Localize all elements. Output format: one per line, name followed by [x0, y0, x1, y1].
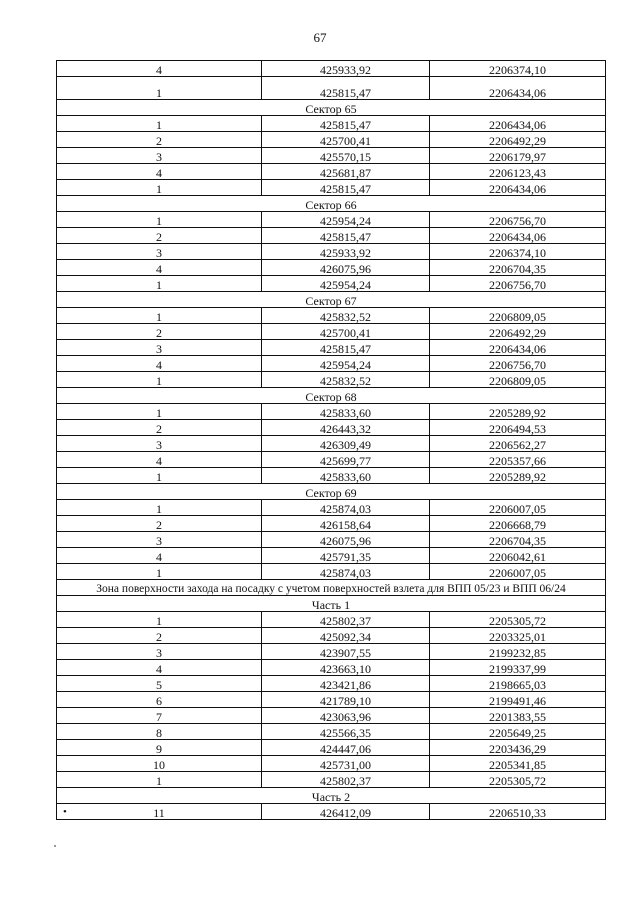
x-coordinate-cell: 425933,92	[262, 61, 430, 77]
y-coordinate-cell: 2205649,25	[430, 724, 606, 740]
point-number-cell	[57, 116, 262, 132]
point-number: 9	[156, 742, 162, 756]
x-coordinate-cell: 425954,24	[262, 356, 430, 372]
point-number: 1	[156, 470, 162, 484]
x-coordinate-cell: 426075,96	[262, 260, 430, 276]
point-number-cell	[57, 452, 262, 468]
point-number: 7	[156, 710, 162, 724]
table-row	[57, 772, 606, 788]
stray-mark	[54, 845, 56, 847]
point-number-cell	[57, 500, 262, 516]
x-coordinate-cell: 425954,24	[262, 212, 430, 228]
x-coordinate-cell: 425815,47	[262, 340, 430, 356]
y-coordinate-cell: 2206494,53	[430, 420, 606, 436]
x-coordinate-cell: 425815,47	[262, 180, 430, 196]
table-row	[57, 116, 606, 132]
point-number-cell	[57, 548, 262, 564]
point-number: 1	[156, 502, 162, 516]
x-coordinate-cell: 425954,24	[262, 276, 430, 292]
point-number: 4	[156, 358, 162, 372]
zone-header-row	[57, 580, 606, 596]
x-coordinate-cell: 423421,86	[262, 676, 430, 692]
point-number-cell	[57, 564, 262, 580]
y-coordinate-cell: 2206374,10	[430, 244, 606, 260]
y-coordinate-cell: 2205289,92	[430, 404, 606, 420]
x-coordinate-cell: 425833,60	[262, 404, 430, 420]
point-number: 2	[156, 134, 162, 148]
point-number: 3	[156, 150, 162, 164]
x-coordinate-cell: 425092,34	[262, 628, 430, 644]
x-coordinate-cell: 425815,47	[262, 116, 430, 132]
point-number-cell	[57, 436, 262, 452]
table-row	[57, 532, 606, 548]
point-number: 3	[156, 534, 162, 548]
point-number: 2	[156, 326, 162, 340]
point-number-cell	[57, 660, 262, 676]
table-row	[57, 740, 606, 756]
y-coordinate-cell: 2205357,66	[430, 452, 606, 468]
x-coordinate-cell: 425832,52	[262, 308, 430, 324]
table-row	[57, 516, 606, 532]
sector-header-row	[57, 484, 606, 500]
point-number-cell	[57, 228, 262, 244]
x-coordinate-cell: 426075,96	[262, 532, 430, 548]
point-number: 4	[156, 454, 162, 468]
table-row	[57, 228, 606, 244]
y-coordinate-cell: 2205289,92	[430, 468, 606, 484]
x-coordinate-cell: 425874,03	[262, 500, 430, 516]
x-coordinate-cell: 425832,52	[262, 372, 430, 388]
sector-title: Сектор 67	[57, 292, 606, 308]
table-row	[57, 548, 606, 564]
x-coordinate-cell: 421789,10	[262, 692, 430, 708]
y-coordinate-cell: 2206756,70	[430, 356, 606, 372]
point-number: 1	[156, 278, 162, 292]
point-number: 6	[156, 694, 162, 708]
y-coordinate-cell: 2206374,10	[430, 61, 606, 77]
x-coordinate-cell: 423663,10	[262, 660, 430, 676]
point-number-cell	[57, 724, 262, 740]
y-coordinate-cell: 2205305,72	[430, 772, 606, 788]
point-number-cell	[57, 612, 262, 628]
point-number: 8	[156, 726, 162, 740]
y-coordinate-cell: 2206809,05	[430, 308, 606, 324]
table-row	[57, 724, 606, 740]
y-coordinate-cell: 2205305,72	[430, 612, 606, 628]
x-coordinate-cell: 425700,41	[262, 324, 430, 340]
point-number-cell	[57, 244, 262, 260]
point-number: 1	[156, 614, 162, 628]
y-coordinate-cell: 2206668,79	[430, 516, 606, 532]
x-coordinate-cell: 425699,77	[262, 452, 430, 468]
sector-title: Сектор 68	[57, 388, 606, 404]
y-coordinate-cell: 2206492,29	[430, 324, 606, 340]
y-coordinate-cell: 2199232,85	[430, 644, 606, 660]
y-coordinate-cell: 2206042,61	[430, 548, 606, 564]
point-number: 1	[156, 566, 162, 580]
table-row	[57, 61, 606, 77]
y-coordinate-cell: 2206007,05	[430, 564, 606, 580]
x-coordinate-cell: 425681,87	[262, 164, 430, 180]
point-number: 5	[156, 678, 162, 692]
point-number: 1	[156, 214, 162, 228]
y-coordinate-cell: 2206756,70	[430, 276, 606, 292]
y-coordinate-cell: 2203325,01	[430, 628, 606, 644]
point-number-cell	[57, 516, 262, 532]
table-row	[57, 148, 606, 164]
table-row	[57, 340, 606, 356]
y-coordinate-cell: 2206434,06	[430, 77, 606, 100]
table-row	[57, 420, 606, 436]
table-row	[57, 564, 606, 580]
y-coordinate-cell: 2206123,43	[430, 164, 606, 180]
sector-header-row	[57, 292, 606, 308]
point-number-cell	[57, 468, 262, 484]
x-coordinate-cell: 426412,09	[262, 804, 430, 820]
point-number-cell	[57, 132, 262, 148]
point-number: 3	[156, 342, 162, 356]
point-number: 1	[156, 406, 162, 420]
y-coordinate-cell: 2206704,35	[430, 260, 606, 276]
coordinates-table-body	[57, 61, 606, 820]
x-coordinate-cell: 425791,35	[262, 548, 430, 564]
y-coordinate-cell: 2206179,97	[430, 148, 606, 164]
point-number-cell	[57, 372, 262, 388]
table-row	[57, 628, 606, 644]
point-number-cell	[57, 180, 262, 196]
sector-title: Часть 2	[57, 788, 606, 804]
y-coordinate-cell: 2206434,06	[430, 228, 606, 244]
point-number: 1	[156, 118, 162, 132]
point-number-cell	[57, 404, 262, 420]
point-number-cell	[57, 61, 262, 77]
point-number: 1	[156, 182, 162, 196]
y-coordinate-cell: 2201383,55	[430, 708, 606, 724]
table-row	[57, 436, 606, 452]
sector-title: Сектор 66	[57, 196, 606, 212]
point-number-cell	[57, 676, 262, 692]
point-number-cell	[57, 644, 262, 660]
point-number: 1	[156, 774, 162, 788]
table-row	[57, 804, 606, 820]
x-coordinate-cell: 425833,60	[262, 468, 430, 484]
point-number: 2	[156, 422, 162, 436]
point-number: 1	[156, 310, 162, 324]
point-number: 4	[156, 262, 162, 276]
table-row	[57, 468, 606, 484]
point-number: 1	[156, 374, 162, 388]
point-number-cell	[57, 308, 262, 324]
table-row	[57, 276, 606, 292]
point-number-cell	[57, 628, 262, 644]
sector-title: Сектор 65	[57, 100, 606, 116]
x-coordinate-cell: 425731,00	[262, 756, 430, 772]
point-number-cell	[57, 772, 262, 788]
point-number: 11	[153, 806, 165, 820]
table-row	[57, 676, 606, 692]
point-number-cell	[57, 164, 262, 180]
sector-title: Сектор 69	[57, 484, 606, 500]
x-coordinate-cell: 425874,03	[262, 564, 430, 580]
table-row	[57, 500, 606, 516]
y-coordinate-cell: 2199337,99	[430, 660, 606, 676]
bullet-mark: •	[63, 806, 67, 818]
x-coordinate-cell: 425815,47	[262, 77, 430, 100]
table-row	[57, 452, 606, 468]
table-row	[57, 404, 606, 420]
table-row	[57, 708, 606, 724]
point-number: 4	[156, 63, 162, 77]
point-number: 2	[156, 230, 162, 244]
point-number-cell	[57, 77, 262, 100]
y-coordinate-cell: 2206434,06	[430, 116, 606, 132]
table-row	[57, 660, 606, 676]
point-number-cell	[57, 532, 262, 548]
point-number-cell	[57, 740, 262, 756]
point-number: 2	[156, 518, 162, 532]
table-row	[57, 692, 606, 708]
table-row	[57, 308, 606, 324]
point-number-cell	[57, 148, 262, 164]
point-number: 3	[156, 646, 162, 660]
coordinates-table	[56, 60, 606, 820]
point-number-cell	[57, 692, 262, 708]
point-number: 4	[156, 550, 162, 564]
x-coordinate-cell: 425566,35	[262, 724, 430, 740]
y-coordinate-cell: 2206704,35	[430, 532, 606, 548]
x-coordinate-cell: 425570,15	[262, 148, 430, 164]
sector-header-row	[57, 596, 606, 612]
point-number-cell	[57, 212, 262, 228]
table-row	[57, 644, 606, 660]
y-coordinate-cell: 2206007,05	[430, 500, 606, 516]
zone-title: Зона поверхности захода на посадку с учетом поверхностей взлета для ВПП 05/23 и ВПП 06/24	[57, 580, 606, 596]
point-number: 10	[153, 758, 165, 772]
y-coordinate-cell: 2206562,27	[430, 436, 606, 452]
point-number-cell	[57, 756, 262, 772]
x-coordinate-cell: 423907,55	[262, 644, 430, 660]
table-row	[57, 356, 606, 372]
point-number-cell	[57, 340, 262, 356]
point-number: 3	[156, 438, 162, 452]
sector-header-row	[57, 196, 606, 212]
y-coordinate-cell: 2206492,29	[430, 132, 606, 148]
page-number: 67	[313, 30, 327, 45]
y-coordinate-cell: 2199491,46	[430, 692, 606, 708]
x-coordinate-cell: 425933,92	[262, 244, 430, 260]
sector-header-row	[57, 788, 606, 804]
y-coordinate-cell: 2206756,70	[430, 212, 606, 228]
y-coordinate-cell: 2206434,06	[430, 180, 606, 196]
point-number-cell	[57, 708, 262, 724]
point-number: 2	[156, 630, 162, 644]
table-row	[57, 244, 606, 260]
point-number-cell	[57, 260, 262, 276]
point-number-cell	[57, 276, 262, 292]
table-row	[57, 132, 606, 148]
table-row	[57, 756, 606, 772]
y-coordinate-cell: 2203436,29	[430, 740, 606, 756]
x-coordinate-cell: 425815,47	[262, 228, 430, 244]
y-coordinate-cell: 2205341,85	[430, 756, 606, 772]
sector-title: Часть 1	[57, 596, 606, 612]
x-coordinate-cell: 425700,41	[262, 132, 430, 148]
point-number: 3	[156, 246, 162, 260]
table-row	[57, 164, 606, 180]
point-number-cell	[57, 804, 262, 820]
x-coordinate-cell: 426443,32	[262, 420, 430, 436]
sector-header-row	[57, 388, 606, 404]
y-coordinate-cell: 2198665,03	[430, 676, 606, 692]
table-row	[57, 324, 606, 340]
y-coordinate-cell: 2206809,05	[430, 372, 606, 388]
y-coordinate-cell: 2206434,06	[430, 340, 606, 356]
x-coordinate-cell: 423063,96	[262, 708, 430, 724]
table-row	[57, 612, 606, 628]
x-coordinate-cell: 424447,06	[262, 740, 430, 756]
table-row	[57, 180, 606, 196]
x-coordinate-cell: 426158,64	[262, 516, 430, 532]
table-row	[57, 77, 606, 100]
x-coordinate-cell: 426309,49	[262, 436, 430, 452]
y-coordinate-cell: 2206510,33	[430, 804, 606, 820]
x-coordinate-cell: 425802,37	[262, 612, 430, 628]
x-coordinate-cell: 425802,37	[262, 772, 430, 788]
table-row	[57, 212, 606, 228]
point-number-cell	[57, 420, 262, 436]
point-number: 4	[156, 166, 162, 180]
point-number-cell	[57, 356, 262, 372]
point-number: 4	[156, 662, 162, 676]
table-row	[57, 372, 606, 388]
point-number: 1	[156, 86, 162, 100]
sector-header-row	[57, 100, 606, 116]
table-row	[57, 260, 606, 276]
point-number-cell	[57, 324, 262, 340]
